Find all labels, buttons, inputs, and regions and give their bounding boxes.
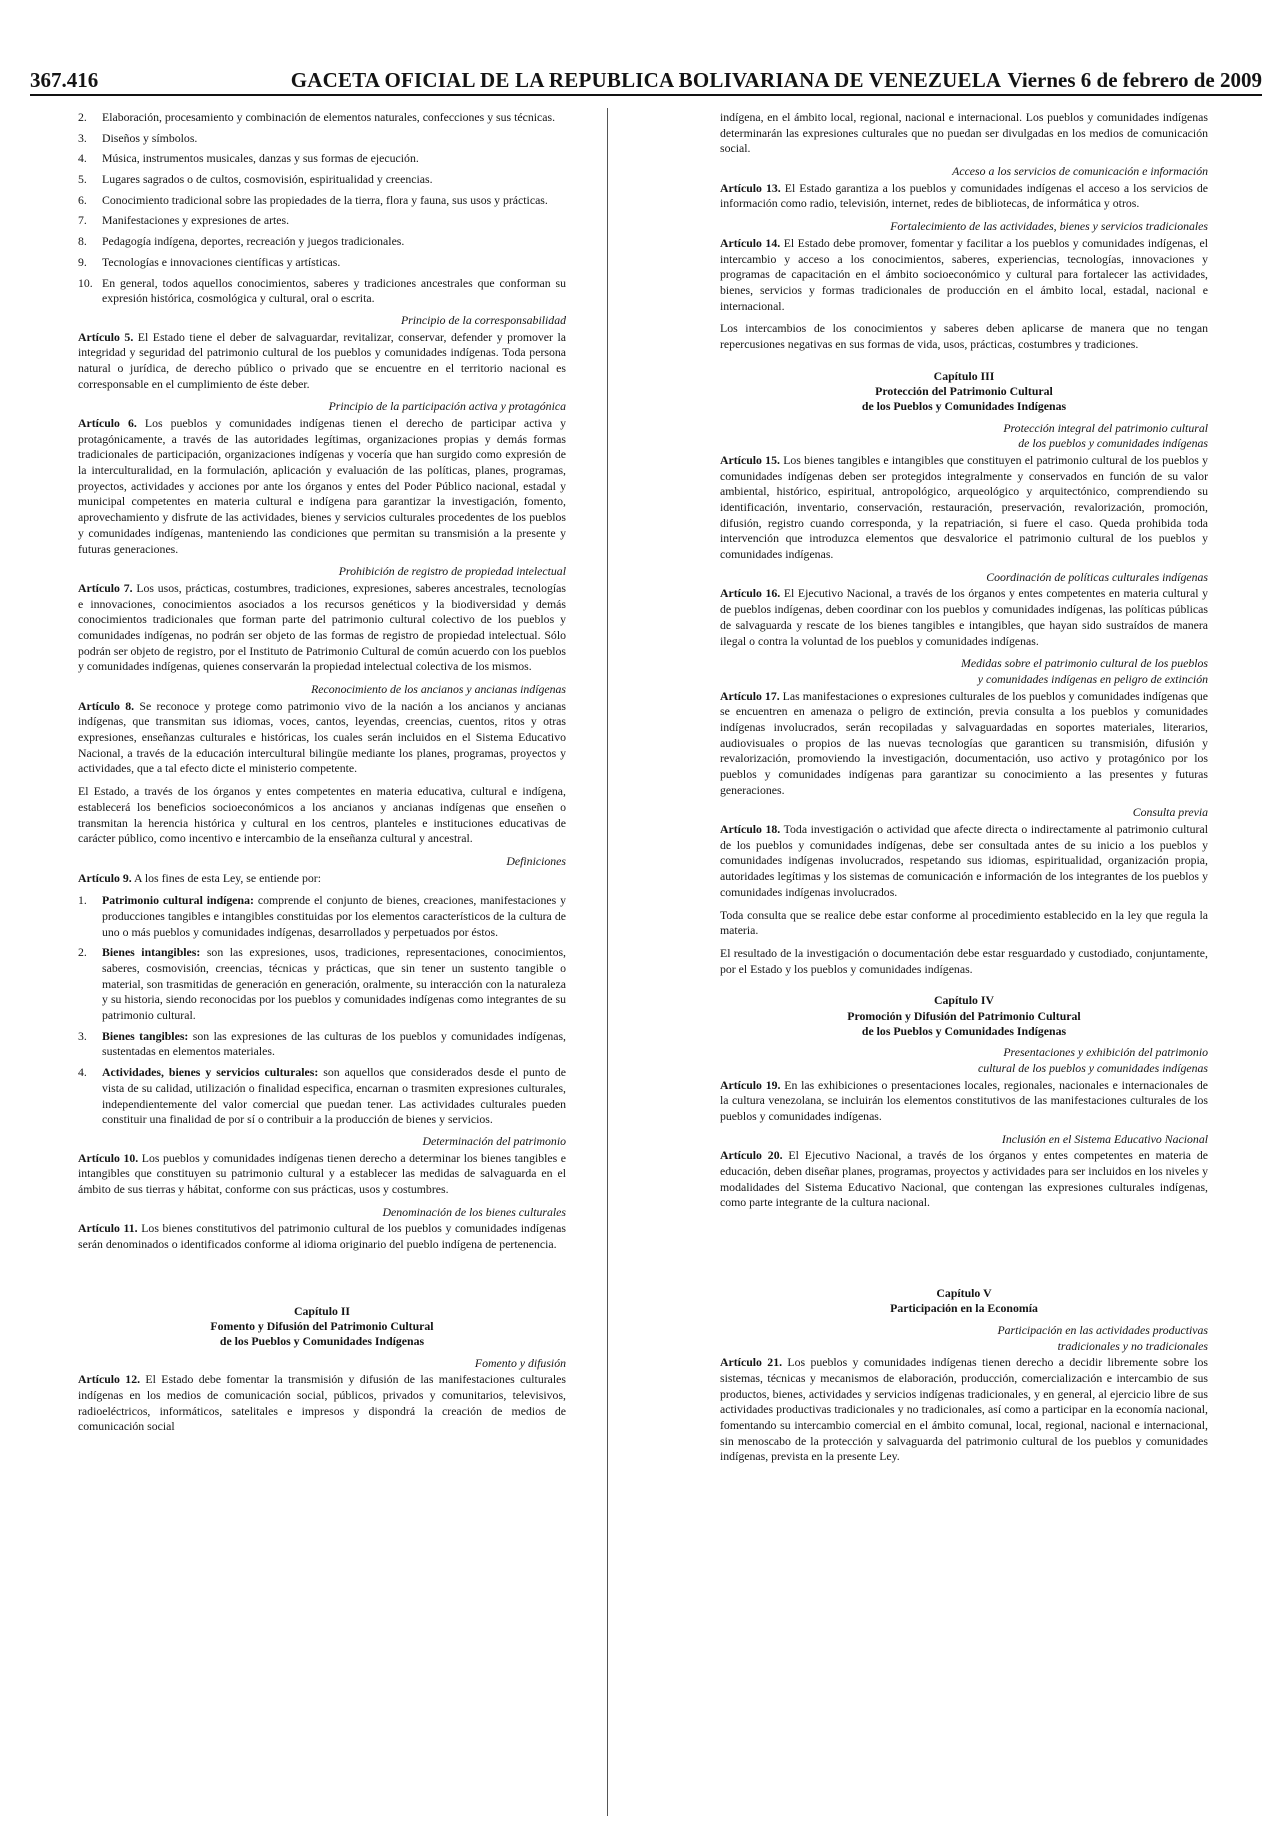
article-18-subhead: Consulta previa [1132,805,1208,820]
article-7-subhead: Prohibición de registro de propiedad intelectual [338,564,566,579]
definitions-list [78,893,566,1128]
chapter-2-heading: Capítulo II Fomento y Difusión del Patrimonio Cultural de los Pueblos y Comunidades Indígenas [210,1303,434,1349]
article-9-subhead: Definiciones [506,853,566,868]
definition-item: 2. Bienes intangibles: son las expresiones, usos, tradiciones, representaciones, conocimientos, saberes, cosmovisión, creencias, técnicas y prácticas, que sin tener un sustento tangible o material, son trasmitidas de generación en generación, oralmente, su interacción con la naturaleza y su historia, siendo reconocidas por los pueblos y comunidades indígenas como integrantes de su patrimonio cultural. [78,945,566,1023]
gazette-date: Viernes 6 de febrero de 2009 [1007,68,1262,92]
article-14-paragraph-2: Los intercambios de los conocimientos y saberes deben aplicarse de manera que no tengan repercusiones negativas en sus formas de vida, usos, prácticas, costumbres y tradiciones. [720,321,1208,351]
chapter-4-heading: Capítulo IV Promoción y Difusión del Patrimonio Cultural de los Pueblos y Comunidades Indígenas [847,993,1081,1038]
article-6: Artículo 6. Los pueblos y comunidades indígenas tienen el derecho de participar activa y protagónicamente, a través de las autoridades legítimas, organizaciones propias y demás formas tradicionales de participación, organizaciones indígenas y vocería que han surgido como expresión de la interculturalidad, en la formulación, aplicación y evaluación de las políticas, planes, programas, proyectos, actividades y acciones por ante los órganos y entes del Poder Público nacional, estadal y municipal competentes en materia cultural e indígena para garantizar la investigación, fomento, aprovechamiento y disfrute de las actividades, bienes y servicios culturales procedentes de los pueblos y comunidades indígenas, manteniendo las condiciones que permitan su transmisión a la presente y futuras generaciones. [78,416,566,556]
article-16-subhead: Coordinación de políticas culturales indígenas [986,569,1208,584]
article-6-subhead: Principio de la participación activa y protagónica [328,399,566,414]
definition-item: 3. Bienes tangibles: son las expresiones de las culturas de los pueblos y comunidades indígenas, sustentadas en elementos materiales. [78,1028,566,1059]
list-item: 2. Elaboración, procesamiento y combinación de elementos naturales, confecciones y sus técnicas. [78,110,556,124]
list-item: 4. Música, instrumentos musicales, danzas y sus formas de ejecución. [78,151,419,166]
article-18-paragraph-2: Toda consulta que se realice debe estar conforme al procedimiento establecido en la ley que regula la materia. [720,907,1208,938]
list-item: 3. Diseños y símbolos. [78,130,198,145]
article-12-continued: indígena, en el ámbito local, regional, nacional e internacional. Los pueblos y comunidades indígenas determinarán las expresiones culturales que no puedan ser divulgadas en los medios de comunicación social. [720,110,1208,156]
article-19-subhead: Presentaciones y exhibición del patrimonio cultural de los pueblos y comunidades indígenas [977,1045,1208,1075]
article-13: Artículo 13. El Estado garantiza a los pueblos y comunidades indígenas el acceso a los servicios de información como radio, televisión, internet, redes de bibliotecas, de informática y otros. [720,180,1208,211]
heritage-list [78,110,566,307]
right-column [720,110,1208,1815]
list-item: 9. Tecnologías e innovaciones científicas y artísticas. [78,254,341,269]
article-11: Artículo 11. Los bienes constitutivos del patrimonio cultural de los pueblos y comunidades indígenas serán denominados o identificados conforme al idioma originario del pueblo indígena de pertenencia. [78,1221,566,1251]
article-16: Artículo 16. El Ejecutivo Nacional, a través de los órganos y entes competentes en materia cultural y de pueblos indígenas, deben coordinar con los pueblos y comunidades indígenas, las políticas públicas de salvaguarda y rescate de los bienes tangibles e intangibles, que hayan sido sustraídos de manera ilegal o contra la voluntad de los pueblos y comunidades indígenas. [720,586,1208,648]
page-header [30,68,1262,96]
definition-item: 4. Actividades, bienes y servicios culturales: son aquellos que considerados desde el punto de vista de su calidad, utilización o finalidad especifica, encarnan o trasmiten expresiones culturales, independientemente del valor comercial que puedan tener. Las actividades culturales pueden constituir una finalidad de por sí o contribuir a la producción de bienes y servicios. [78,1065,566,1127]
list-item: 6. Conocimiento tradicional sobre las propiedades de la tierra, flora y fauna, sus usos y prácticas. [78,192,548,207]
article-10-subhead: Determinación del patrimonio [422,1133,566,1148]
article-8: Artículo 8. Se reconoce y protege como patrimonio vivo de la nación a los ancianos y ancianas indígenas, que transmitan sus idiomas, voces, cantos, leyendas, creencias, cuentos, ritos y otras expresiones, enseñanzas culturales e históricas, los cuales serán incluidos en el Sistema Educativo Nacional, a través de la educación intercultural bilingüe mediante los planes, programas, proyectos y actividades, que a tal efecto dicte el ministerio competente. [78,698,566,776]
list-item: 7. Manifestaciones y expresiones de artes. [78,213,290,228]
article-12-subhead: Fomento y difusión [474,1355,566,1370]
gazette-number: 367.416 [30,68,99,92]
article-15: Artículo 15. Los bienes tangibles e intangibles que constituyen el patrimonio cultural de los pueblos y comunidades indígenas deben ser protegidos integralmente y conservados en función de su valor ambiental, histórico, espiritual, antropológico, arqueológico y arquitectónico, comprendiendo su identificación, inventario, conservación, restauración, preservación, revalorización, promoción, difusión, registro cuando corresponda, y la repatriación, si fuere el caso. Queda prohibida toda intervención que introduzca elementos que desvalorice el patrimonio cultural de los pueblos y comunidades indígenas. [720,452,1208,562]
article-18-paragraph-3: El resultado de la investigación o documentación debe estar resguardado y custodiado, conjuntamente, por el Estado y los pueblos y comunidades indígenas. [720,945,1208,976]
article-17: Artículo 17. Las manifestaciones o expresiones culturales de los pueblos y comunidades indígenas que se encuentren en amenaza o peligro de extinción, previa consulta a los pueblos y comunidades indígenas involucrados, serán recopiladas y salvaguardadas en soportes materiales, literarios, audiovisuales o propios de las nuevas tecnologías que garanticen su transmisión, difusión y revalorización, promoviendo la investigación, documentación, uso activo y protagónico por los pueblos y comunidades indígenas para garantizar su conocimiento a las presentes y futuras generaciones. [720,688,1208,797]
list-item: 5. Lugares sagrados o de cultos, cosmovisión, espiritualidad y creencias. [78,172,433,187]
left-column [78,110,566,1815]
article-19: Artículo 19. En las exhibiciones o presentaciones locales, regionales, nacionales e internacionales de la cultura venezolana, se incluirán los elementos constitutivos de las manifestaciones culturales de los pueblos y comunidades indígenas. [720,1077,1208,1124]
article-7: Artículo 7. Los usos, prácticas, costumbres, tradiciones, expresiones, saberes ancestrales, tecnologías e innovaciones, conocimientos asociados a los recursos genéticos y la biodiversidad y demás conocimientos tradicionales que forman parte del patrimonio cultural colectivo de los pueblos y comunidades indígenas, no podrán ser objeto de las formas de registro de propiedad intelectual. Sólo podrán ser objeto de registro, por el Instituto de Patrimonio Cultural de común acuerdo con los pueblos y comunidades indígenas, quienes conservarán la propiedad intelectual colectiva de los mismos. [78,580,566,674]
article-10: Artículo 10. Los pueblos y comunidades indígenas tienen derecho a determinar los bienes tangibles e intangibles que constituyen su patrimonio cultural y a establecer las medidas de salvaguarda en el ámbito de sus tierras y hábitat, conforme con sus prácticas, usos y costumbres. [78,1150,566,1196]
article-8-subhead: Reconocimiento de los ancianos y ancianas indígenas [311,682,566,696]
definition-item: 1. Patrimonio cultural indígena: comprende el conjunto de bienes, creaciones, manifestaciones y producciones tangibles e intangibles constituidas por los elementos característicos de la cultura de uno o más pueblos y comunidades indígenas, desarrollados y perpetuados por éstos. [78,893,566,939]
article-8-paragraph-2: El Estado, a través de los órganos y entes competentes en materia educativa, cultural e indígena, establecerá los beneficios socioeconómicos a los ancianos y ancianas indígenas que enseñen o transmitan la herencia histórica y cultural en los centros, planteles e instituciones educativas de carácter público, como incentivo e intercambio de la enseñanza cultural y ancestral. [78,784,566,846]
list-item: 8. Pedagogía indígena, deportes, recreación y juegos tradicionales. [78,234,405,249]
list-item: 10. En general, todos aquellos conocimientos, saberes y tradiciones ancestrales que conforman su expresión histórica, cosmológica y cultural, oral o escrita. [78,275,566,306]
article-14-subhead: Fortalecimiento de las actividades, bienes y servicios tradicionales [890,219,1208,234]
article-21: Artículo 21. Los pueblos y comunidades indígenas tienen derecho a decidir libremente sobre los sistemas, técnicas y mecanismos de elaboración, producción, comercialización e intercambio de sus productos, bienes, actividades y servicios indígenas tradicionales, y en general, al ejercicio libre de sus actividades productivas tradicionales y no tradicionales, así como a participar en la economía nacional, fomentando su intercambio comercial en el ámbito comunal, local, regional, nacional e internacional, sin menoscabo de la protección y salvaguarda del patrimonio cultural de los pueblos y comunidades indígenas, prevista en la presente Ley. [720,1355,1208,1464]
article-21-subhead: Participación en las actividades productivas tradicionales y no tradicionales [997,1322,1208,1353]
article-17-subhead: Medidas sobre el patrimonio cultural de los pueblos y comunidades indígenas en peligro de extinción [961,656,1208,686]
article-20-subhead: Inclusión en el Sistema Educativo Nacional [1001,1131,1208,1146]
article-11-subhead: Denominación de los bienes culturales [382,1204,566,1219]
chapter-5-heading: Capítulo V Participación en la Economía [890,1286,1038,1316]
column-divider [607,108,608,1816]
article-9: Artículo 9. A los fines de esta Ley, se entiende por: [78,870,321,885]
article-20: Artículo 20. El Ejecutivo Nacional, a través de los órganos y entes competentes en materia de educación, deben diseñar planes, programas, proyectos y actividades para ser incluidos en los niveles y modalidades del Sistema Educativo Nacional, que contengan las expresiones culturales indígenas, como parte integrante de la cultura nacional. [720,1148,1208,1210]
article-13-subhead: Acceso a los servicios de comunicación e información [952,164,1208,179]
article-15-subhead: Protección integral del patrimonio cultural de los pueblos y comunidades indígenas [1003,420,1208,451]
article-12: Artículo 12. El Estado debe fomentar la transmisión y difusión de las manifestaciones culturales indígenas en los medios de comunicación social, públicos, privados y comunitarios, televisivos, radioeléctricos, informáticos, satelitales e impresos y dispondrá la creación de medios de comunicación social [78,1372,566,1434]
chapter-3-heading: Capítulo III Protección del Patrimonio Cultural de los Pueblos y Comunidades Indígenas [861,368,1067,414]
article-18: Artículo 18. Toda investigación o actividad que afecte directa o indirectamente al patrimonio cultural de los pueblos y comunidades indígenas, debe ser consultada antes de su inicio a los pueblos y comunidades indígenas involucrados, respetando sus idiomas, espiritualidad, organización propia, autoridades legítimas y los sistemas de comunicación e información de los integrantes de los pueblos y comunidades indígenas involucrados. [720,822,1208,899]
article-14: Artículo 14. El Estado debe promover, fomentar y facilitar a los pueblos y comunidades indígenas, el intercambio y acceso a los conocimientos, saberes, experiencias, tecnologías, innovaciones y programas de capacitación en el ámbito socioeconómico y cultural para fortalecer las actividades, bienes, servicios y formas tradicionales de producción en el ámbito local, estadal, nacional e internacional. [720,235,1208,313]
gazette-title: GACETA OFICIAL DE LA REPUBLICA BOLIVARIANA DE VENEZUELA [290,68,1002,92]
article-5-subhead: Principio de la corresponsabilidad [400,312,566,327]
article-5: Artículo 5. El Estado tiene el deber de salvaguardar, revitalizar, conservar, defender y promover la integridad y seguridad del patrimonio cultural de los pueblos y comunidades indígenas. Toda persona natural o jurídica, de derecho público o privado que se encuentre en el territorio nacional es corresponsable en el cumplimiento de éste deber. [78,329,566,391]
